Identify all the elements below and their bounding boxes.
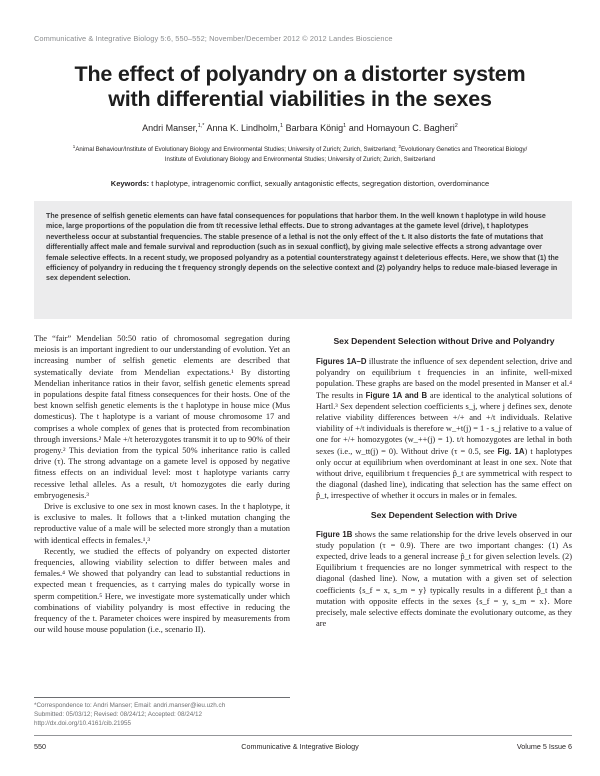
left-column — [34, 333, 290, 635]
footer-volume: Volume 5 Issue 6 — [516, 742, 572, 751]
body-paragraph: The “fair” Mendelian 50:50 ratio of chromosomal segregation during meiosis is an important ingredient to our understanding of evolution. Yet an increasing number of selfish genetic elements are described that systematically deviate from Mendelian expectations.¹ By distorting Mendelian inheritance ratios in their favor, selfish genetic elements spread in populations despite fatal fitness consequences for their hosts. One of the best known selfish genetic elements is the t haplotype in house mice (Mus domesticus). The t haplotype is a variant of mouse chromosome 17 and comprises a whole complex of genes that is protected from recombination through inversions.² Male +/t heterozygotes transmit it to up to 90% of their progeny.² This deviation from the typical 50% inheritance ratio is called drive (τ). The strong advantage on a gamete level is opposed by negative fitness effects on an individual level: most t haplotype variants carry recessive lethal alleles. As a result, t/t homozygotes die early during embryogenesis.³ — [34, 334, 290, 500]
dates-note: Submitted: 05/03/12; Revised: 08/24/12; Accepted: 08/24/12 — [34, 711, 203, 719]
title-line-2: with differential viabilities in the sexes — [108, 87, 492, 111]
affiliations — [44, 142, 556, 164]
author-name: Andri Manser, — [142, 123, 198, 133]
correspondence-note: *Correspondence to: Andri Manser; Email: andri.manser@ieu.uzh.ch — [34, 702, 226, 709]
article-title — [30, 62, 570, 112]
author-affiliation-mark: 1 — [280, 123, 284, 129]
figure-reference[interactable]: Figures 1A–D — [316, 357, 367, 366]
body-paragraph — [316, 529, 572, 630]
footnote-rule — [34, 697, 290, 698]
author-name: and Homayoun C. Bagheri — [348, 123, 455, 133]
author-affiliation-mark: 2 — [454, 123, 458, 129]
doi-link[interactable]: http://dx.doi.org/10.4161/cib.21955 — [34, 720, 131, 728]
author-name: Barbara König — [285, 123, 344, 133]
footer-journal: Communicative & Integrative Biology — [241, 742, 359, 751]
paragraph-text: ) t haplotypes only occur at equilibrium when overdominant at least in one sex. Note that without drive, equilibrium t frequencies p̂_t are symmetrical with respect to the diagonal (dashed line), indicating that selection has the same effect on p̂_t, irrespective of whether it occurs in males or in females. — [316, 446, 572, 501]
author-name: Anna K. Lindholm, — [206, 123, 280, 133]
affiliation-text: Animal Behaviour/Institute of Evolutionary Biology and Environmental Studies; University of Zurich; Zurich, Switzerland; — [75, 146, 397, 154]
title-line-1: The effect of polyandry on a distorter system — [74, 62, 526, 86]
affiliation-number: 1 — [72, 144, 76, 149]
figure-reference[interactable]: Figure 1B — [316, 529, 353, 539]
body-paragraph: Drive is exclusive to one sex in most known cases. In the t haplotype, it is exclusive to males. It follows that a t-linked mutation changing the reproductive value of a male will be selected more strongly than a mutation with identical effects in females.¹,³ — [34, 502, 290, 545]
paragraph-text: illustrate the influence of sex dependent selection, drive and polyandry on equilibrium t frequencies in an infinite, well-mixed population. These graphs are based on the model presented in Manser et al.⁴ The results in — [316, 357, 572, 400]
affiliation-text: Institute of Evolutionary Biology and Environmental Studies; University of Zurich; Zurich, Switzerland — [164, 155, 436, 163]
footer-page-number: 550 — [34, 742, 46, 751]
right-column — [316, 333, 572, 629]
section-heading: Sex Dependent Selection without Drive and Polyandry — [333, 336, 555, 346]
author-list — [30, 123, 570, 133]
running-head: Communicative & Integrative Biology 5:6, 550–552; November/December 2012 © 2012 Landes Bioscience — [34, 34, 393, 43]
figure-reference[interactable]: Fig. 1A — [497, 446, 525, 456]
corresponding-author-mark: * — [202, 123, 205, 129]
keywords — [40, 179, 560, 188]
affiliation-text: Evolutionary Genetics and Theoretical Biology/ — [400, 146, 528, 154]
body-paragraph: Recently, we studied the effects of polyandry on expected distorter frequencies, allowing viability selection to differ between males and females.⁴ We showed that polyandry can lead to substantial reductions in expected mean t frequencies, as t carrying males do typically worse in sperm competition.⁵ Here, we investigate more systematically under which combinations of viability polyandry is most effective in reducing the frequency of the t. Parameter choices were inspired by measurements from our wild house mouse population (i.e., scenario II). — [34, 546, 290, 635]
body-paragraph — [316, 356, 572, 502]
author-affiliation-mark: 1 — [343, 123, 347, 129]
paragraph-text: are identical to the analytical solutions of Hartl.³ Sex dependent selection coefficients s_j, where j defines sex, denote relative viability differences between +/+ and +/t individuals. Relative viability of +/t individuals is therefore w_+t(j) = 1 - s_j relative to a value of one for +/+ homozygotes (w_++(j) = 1). t/t homozygotes are lethal in both sexes (i.e., w_tt(j) = 0). Without drive (τ = 0.5, see — [316, 390, 573, 456]
paragraph-text: shows the same relationship for the drive levels observed in our study population (τ = 0.9). There are two important changes: (1) As expected, drive leads to a general increase p̂_t for given selection levels. (2) Equilibrium t frequencies are no longer symmetrical with respect to the diagonal (dashed line). Now, a mutation with a given set of selection coefficients {s_f = x, s_m = y} typically results in a different p̂_t than a mutation with opposite effects in the sexes {s_f = y, s_m = x}. More precisely, male selective effects dominate the evolutionary outcome, as they are — [316, 529, 572, 629]
section-heading: Sex Dependent Selection with Drive — [370, 509, 518, 520]
keywords-label: Keywords: — [110, 179, 150, 188]
footnotes — [34, 701, 290, 729]
footer-rule — [34, 735, 572, 736]
figure-reference[interactable]: Figure 1A and B — [365, 390, 428, 400]
abstract-text: The presence of selfish genetic elements can have fatal consequences for populations that harbor them. In the well known t haplotype in wild house mice, large proportions of the population die from t/t recessive lethal effects. Due to strong advantages at the gamete level (drive), t haplotypes nevertheless occur at substantial frequencies. The stable presence of a lethal is not the only effect of the t. It also distorts the fate of mutations that differentially affect male and female survival and reproduction (such as in sexual conflict), by giving male selective effects a strong advantage over female selective effects. In a recent study, we proposed polyandry as a potential counterstrategy against t deleterious effects. Here, we show that (1) the efficiency of polyandry in reducing the t frequency strongly depends on the selective context and (2) polyandry helps to reduce male-biased leverage in sex dependent selection. — [46, 212, 559, 283]
affiliation-number: 2 — [398, 144, 401, 149]
keywords-text: t haplotype, intragenomic conflict, sexually antagonistic effects, segregation distortion, overdominance — [151, 179, 490, 188]
author-affiliation-mark: 1, — [197, 123, 203, 129]
